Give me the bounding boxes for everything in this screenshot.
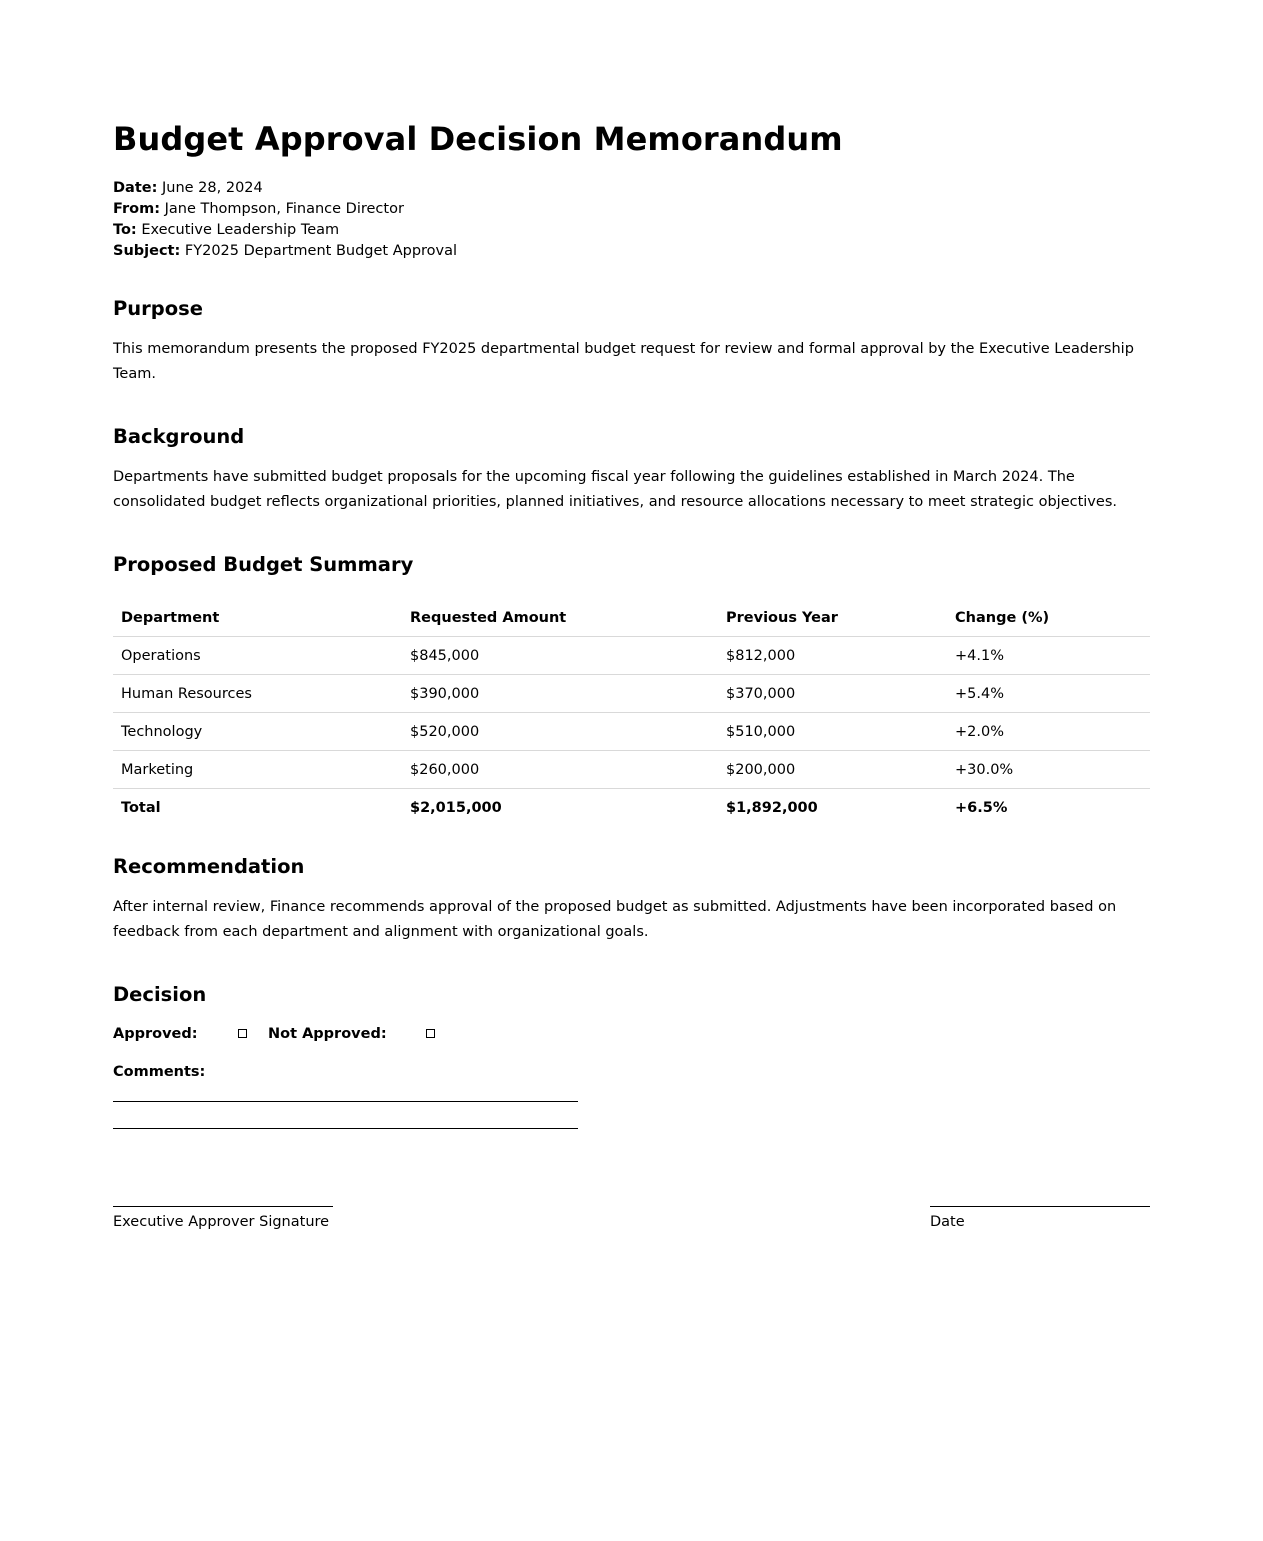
recommendation-text: After internal review, Finance recommends approval of the proposed budget as submitted. Adjustments have been incorporated based on feedback from each department and alignment with organizational goals. [113,899,1117,940]
meta-subject-label: Subject: [113,243,181,259]
memo-content [113,118,1150,1129]
cell-department: Operations [113,637,402,675]
background-text: Departments have submitted budget proposals for the upcoming fiscal year following the guidelines established in March 2024. The consolidated budget reflects organizational priorities, planned initiatives, and resource allocations necessary to meet strategic objectives. [113,469,1117,510]
not-approved-label: Not Approved: [268,1026,387,1042]
meta-from-label: From: [113,201,160,217]
meta-date [113,178,1150,199]
table-row [113,751,1150,789]
total-label: Total [121,799,161,816]
comments-line-2[interactable] [113,1128,578,1129]
approver-signature-label: Executive Approver Signature [113,1214,330,1230]
meta-to-value: Executive Leadership Team [141,222,340,238]
cell-change: +5.4% [947,675,1150,713]
meta-from-value: Jane Thompson, Finance Director [164,201,404,217]
cell-previous: $370,000 [718,675,947,713]
date-signature-label: Date [930,1214,965,1230]
table-row [113,675,1150,713]
approver-signature-line[interactable] [113,1206,333,1207]
recommendation-heading: Recommendation [113,855,305,878]
budget-heading: Proposed Budget Summary [113,553,414,576]
purpose-text: This memorandum presents the proposed FY2025 departmental budget request for review and formal approval by the Executive Leadership Team. [113,341,1134,382]
cell-department: Human Resources [113,675,402,713]
cell-previous: $510,000 [718,713,947,751]
section-budget-summary [113,552,1150,826]
cell-requested: $390,000 [402,675,718,713]
cell-department: Technology [113,713,402,751]
purpose-heading: Purpose [113,297,203,320]
cell-change: +2.0% [947,713,1150,751]
total-change: +6.5% [955,799,1008,816]
table-row [113,713,1150,751]
cell-requested: $260,000 [402,751,718,789]
signature-area [113,1206,1150,1236]
cell-previous: $812,000 [718,637,947,675]
meta-date-label: Date: [113,180,158,196]
cell-department: Marketing [113,751,402,789]
total-requested: $2,015,000 [410,799,502,816]
table-total-row [113,789,1150,827]
meta-from [113,199,1150,220]
section-purpose [113,296,1150,387]
decision-heading: Decision [113,983,207,1006]
approved-label: Approved: [113,1026,198,1042]
column-header-previous: Previous Year [718,600,947,637]
table-row [113,637,1150,675]
date-signature-block [930,1206,1150,1232]
meta-to-label: To: [113,222,137,238]
table-header-row [113,600,1150,637]
approver-signature-block [113,1206,333,1232]
meta-subject-value: FY2025 Department Budget Approval [184,243,458,259]
cell-previous: $200,000 [718,751,947,789]
cell-change: +4.1% [947,637,1150,675]
total-previous: $1,892,000 [726,799,818,816]
meta-to [113,220,1150,241]
date-signature-line[interactable] [930,1206,1150,1207]
budget-table [113,600,1150,826]
approved-checkbox[interactable] [238,1029,247,1038]
section-recommendation [113,854,1150,945]
cell-requested: $845,000 [402,637,718,675]
memo-title: Budget Approval Decision Memorandum [113,120,843,158]
comments-label: Comments: [113,1064,206,1080]
background-heading: Background [113,425,245,448]
memo-header-info [113,178,1150,262]
cell-requested: $520,000 [402,713,718,751]
section-decision [113,982,1150,1129]
cell-change: +30.0% [947,751,1150,789]
not-approved-checkbox[interactable] [426,1029,435,1038]
section-background [113,424,1150,515]
column-header-requested: Requested Amount [402,600,718,637]
decision-options [113,1023,1150,1045]
column-header-change: Change (%) [947,600,1150,637]
column-header-department: Department [113,600,402,637]
meta-subject [113,241,1150,262]
meta-date-value: June 28, 2024 [162,180,263,196]
comments-line-1[interactable] [113,1101,578,1102]
